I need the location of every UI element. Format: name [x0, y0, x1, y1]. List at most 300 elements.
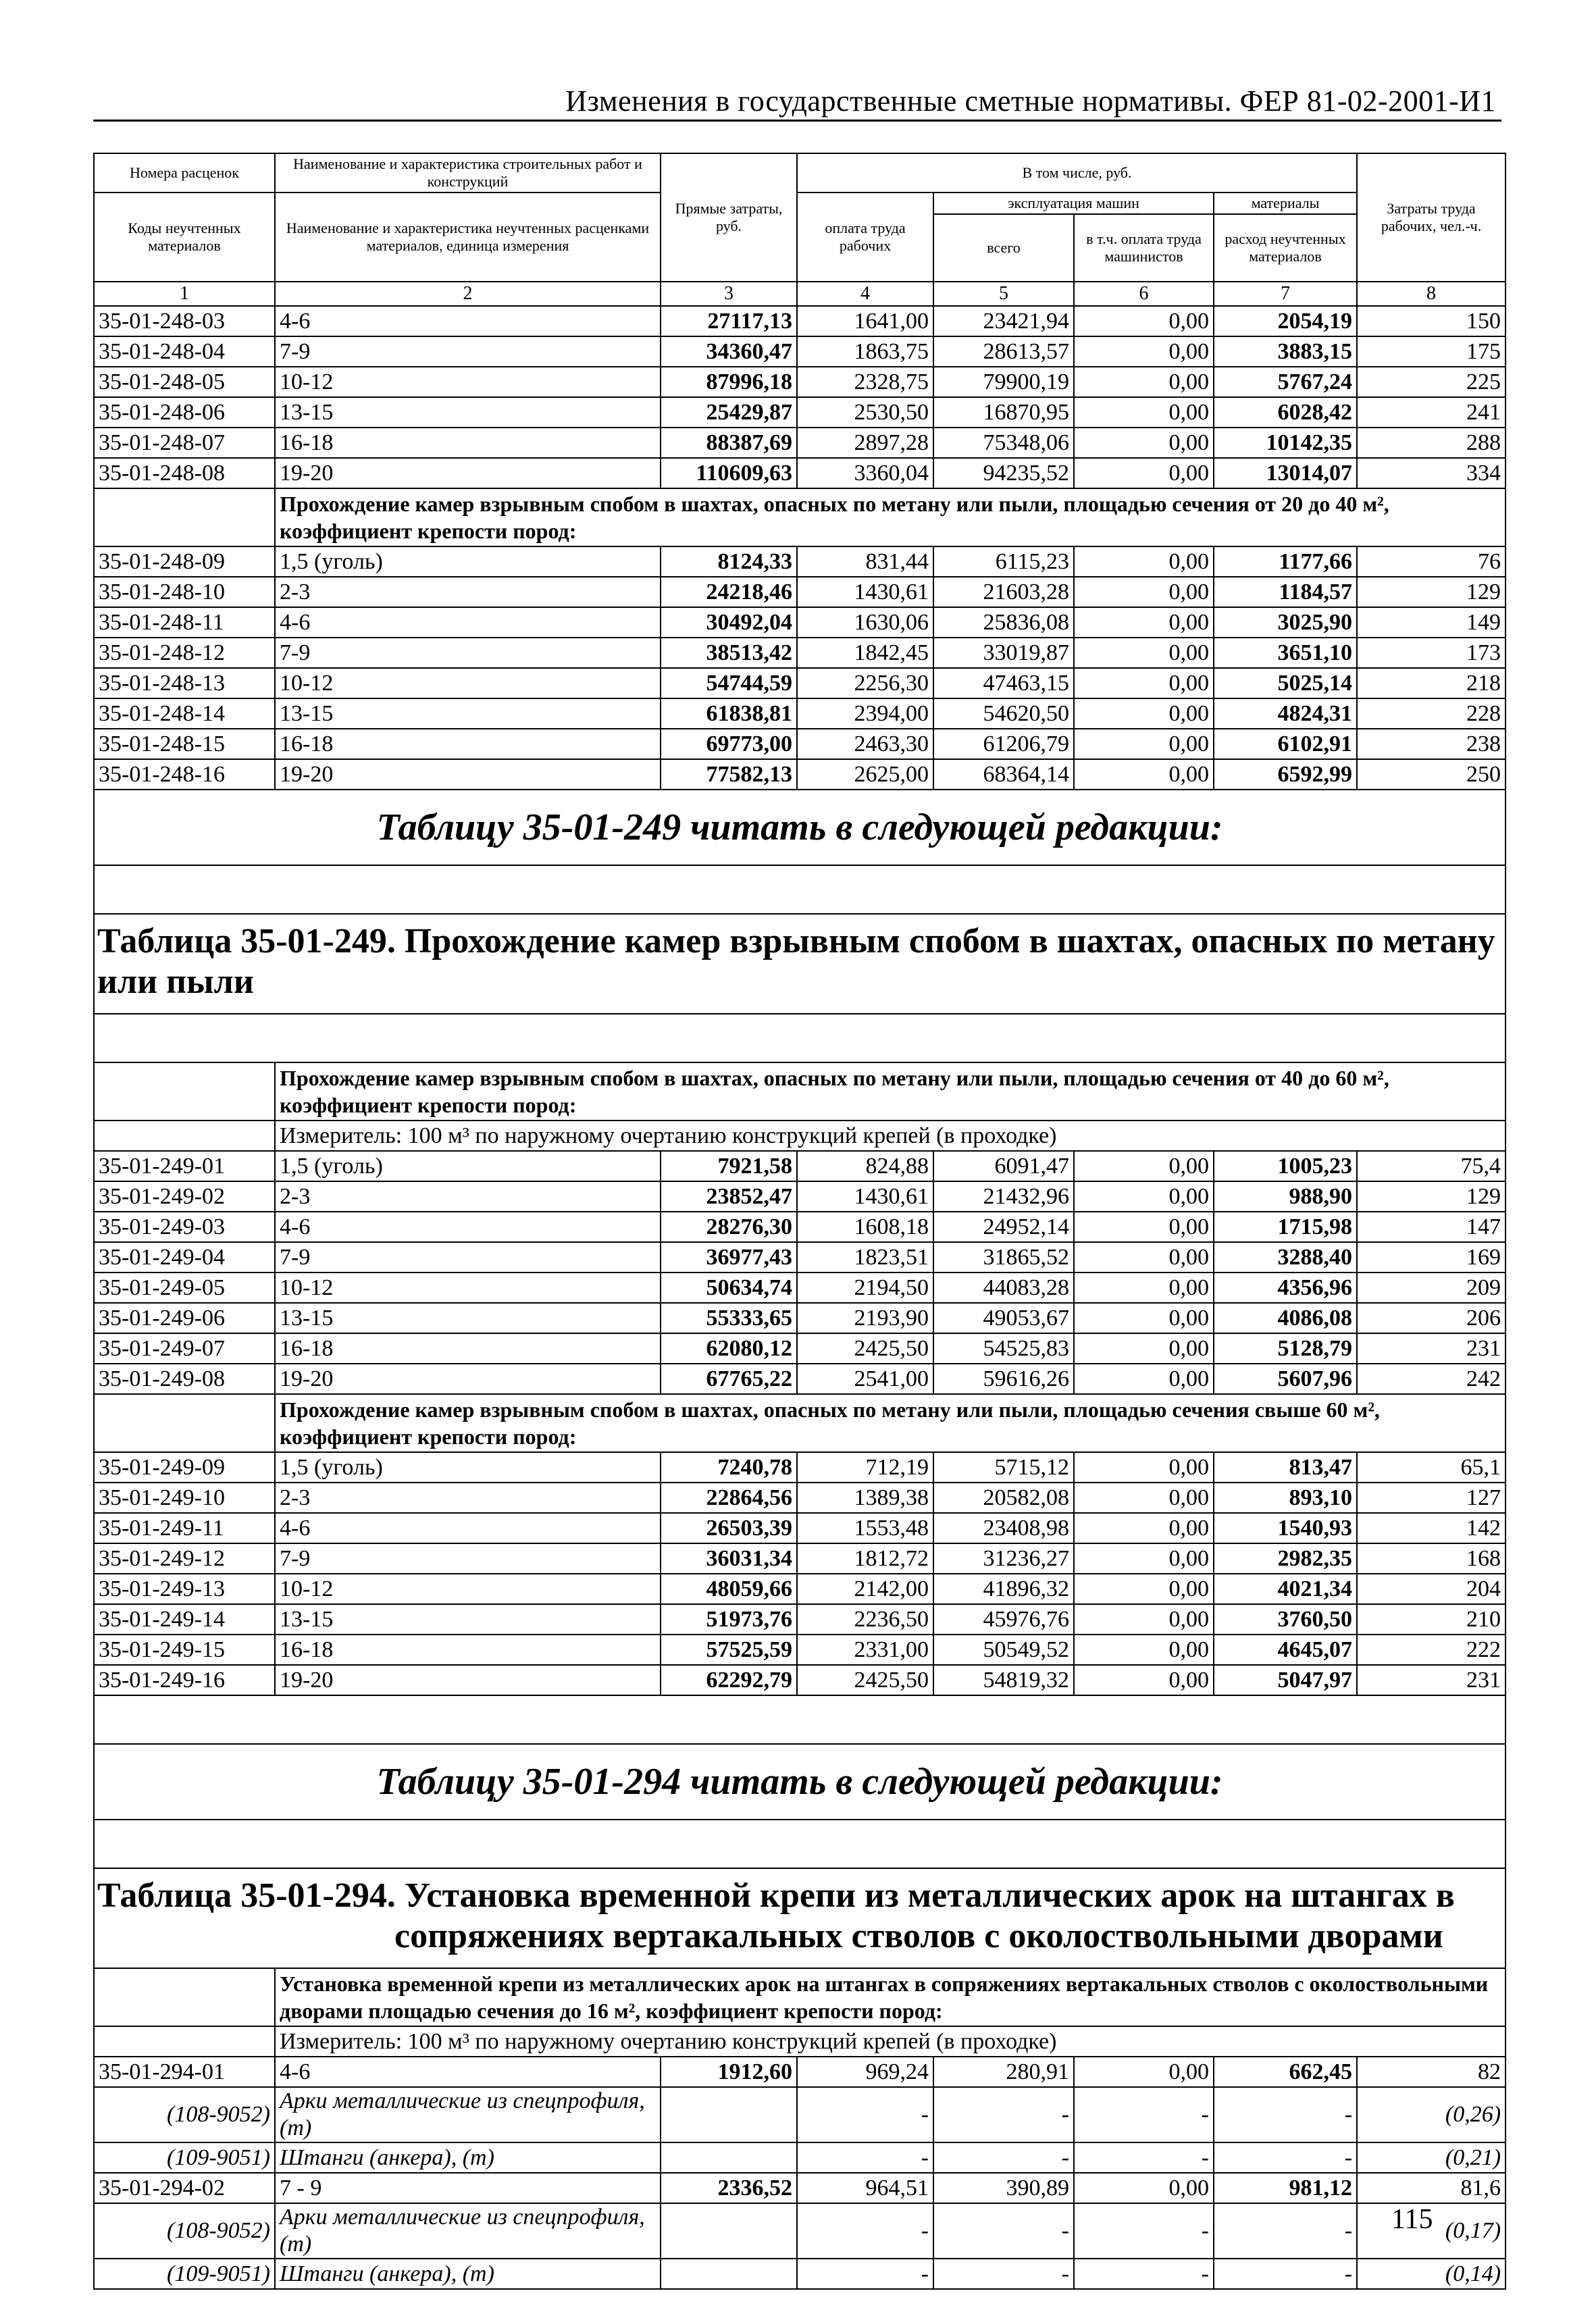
table-row — [94, 1543, 1505, 1574]
labor-hours: 168 — [1357, 1543, 1505, 1574]
labor-hours: 288 — [1357, 428, 1505, 458]
labor-hours: 169 — [1357, 1242, 1505, 1272]
materials: 6102,91 — [1214, 729, 1357, 759]
materials: 3651,10 — [1214, 638, 1357, 668]
machines-total: 44083,28 — [933, 1272, 1074, 1303]
section-title-row — [94, 1394, 1505, 1452]
labor-hours: 204 — [1357, 1574, 1505, 1604]
work-name: 4-6 — [275, 1212, 661, 1242]
direct-cost: 23852,47 — [661, 1181, 797, 1212]
rate-code: 35-01-249-12 — [94, 1543, 275, 1574]
section-title-blank — [94, 1968, 275, 2026]
direct-cost: 1912,60 — [661, 2057, 797, 2087]
labor-hours: 173 — [1357, 638, 1505, 668]
rate-code: 35-01-249-05 — [94, 1272, 275, 1303]
col-name-header: Наименование и характеристика строительных работ и конструкций — [275, 153, 661, 192]
table-title-line-2: сопряжениях вертакальных стволов с околоствольными дворами — [394, 1917, 1443, 1955]
table-row — [94, 1483, 1505, 1513]
operators-pay: 0,00 — [1074, 638, 1214, 668]
spacer-row — [94, 1014, 1505, 1062]
operators-pay: 0,00 — [1074, 367, 1214, 397]
col-rates-header: Номера расценок — [94, 153, 275, 192]
rate-code: 35-01-249-14 — [94, 1604, 275, 1635]
materials: 1184,57 — [1214, 577, 1357, 607]
material-row — [94, 2259, 1505, 2289]
materials: 1715,98 — [1214, 1212, 1357, 1242]
edit-banner-row — [94, 790, 1505, 865]
machines-total: 45976,76 — [933, 1604, 1074, 1635]
col-index: 1 — [94, 282, 275, 306]
section-title-row — [94, 1968, 1505, 2026]
operators-pay: 0,00 — [1074, 1181, 1214, 1212]
section-title: Прохождение камер взрывным спобом в шахтах, опасных по метану или пыли, площадью сечения от 20 до 40 м², коэффициент крепости пород: — [275, 488, 1505, 546]
header-row-1 — [94, 153, 1505, 192]
materials: 1540,93 — [1214, 1513, 1357, 1543]
section-title-row — [94, 1062, 1505, 1121]
dash-cell: - — [1214, 2087, 1357, 2142]
material-code: (108-9052) — [94, 2087, 275, 2142]
work-name: 7-9 — [275, 638, 661, 668]
labor-pay: 1641,00 — [797, 306, 933, 336]
col-labor-pay-header: оплата труда рабочих — [797, 192, 933, 282]
rate-code: 35-01-249-10 — [94, 1483, 275, 1513]
operators-pay: 0,00 — [1074, 1483, 1214, 1513]
direct-cost: 36977,43 — [661, 1242, 797, 1272]
table-row — [94, 1303, 1505, 1333]
machines-total: 20582,08 — [933, 1483, 1074, 1513]
operators-pay: 0,00 — [1074, 1635, 1214, 1665]
labor-hours: 241 — [1357, 397, 1505, 428]
rate-code: 35-01-249-07 — [94, 1333, 275, 1364]
rate-code: 35-01-248-12 — [94, 638, 275, 668]
materials: 6592,99 — [1214, 759, 1357, 790]
material-code: (109-9051) — [94, 2259, 275, 2289]
estimate-table — [93, 153, 1506, 2290]
direct-cost: 28276,30 — [661, 1212, 797, 1242]
column-index-row — [94, 282, 1505, 306]
rate-code: 35-01-249-09 — [94, 1452, 275, 1483]
work-name: 7 - 9 — [275, 2173, 661, 2203]
spacer-row — [94, 1820, 1505, 1868]
machines-total: 54620,50 — [933, 698, 1074, 729]
labor-hours: 218 — [1357, 668, 1505, 698]
direct-cost: 61838,81 — [661, 698, 797, 729]
work-name: 10-12 — [275, 1272, 661, 1303]
labor-hours: 231 — [1357, 1333, 1505, 1364]
operators-pay: 0,00 — [1074, 2057, 1214, 2087]
operators-pay: 0,00 — [1074, 2173, 1214, 2203]
table-row — [94, 428, 1505, 458]
labor-hours: 147 — [1357, 1212, 1505, 1242]
labor-pay: 831,44 — [797, 546, 933, 577]
table-row — [94, 546, 1505, 577]
rate-code: 35-01-294-02 — [94, 2173, 275, 2203]
direct-cost-empty — [661, 2087, 797, 2142]
header-rule — [93, 120, 1501, 122]
work-name: 2-3 — [275, 1181, 661, 1212]
operators-pay: 0,00 — [1074, 1665, 1214, 1695]
section-title: Установка временной крепи из металлических арок на штангах в сопряжениях вертакальных стволов с околоствольными дворами площадью сечения до 16 м², коэффициент крепости пород: — [275, 1968, 1505, 2026]
section-title-blank — [94, 488, 275, 546]
table-title-row — [94, 1868, 1505, 1968]
labor-pay: 2194,50 — [797, 1272, 933, 1303]
direct-cost: 54744,59 — [661, 668, 797, 698]
col-index: 4 — [797, 282, 933, 306]
table-row — [94, 336, 1505, 367]
table-row — [94, 306, 1505, 336]
rate-code: 35-01-248-10 — [94, 577, 275, 607]
table-row — [94, 397, 1505, 428]
rate-code: 35-01-248-04 — [94, 336, 275, 367]
labor-pay: 2625,00 — [797, 759, 933, 790]
table-row — [94, 638, 1505, 668]
machines-total: 5715,12 — [933, 1452, 1074, 1483]
dash-cell: - — [1074, 2087, 1214, 2142]
machines-total: 6091,47 — [933, 1151, 1074, 1181]
labor-hours: 76 — [1357, 546, 1505, 577]
spacer — [94, 865, 1505, 914]
machines-total: 21603,28 — [933, 577, 1074, 607]
materials: 5767,24 — [1214, 367, 1357, 397]
materials: 4356,96 — [1214, 1272, 1357, 1303]
dash-cell: - — [933, 2203, 1074, 2259]
machines-total: 280,91 — [933, 2057, 1074, 2087]
materials: 3025,90 — [1214, 607, 1357, 638]
col-machines-header: эксплуатация машин — [933, 192, 1214, 214]
labor-hours: 175 — [1357, 336, 1505, 367]
operators-pay: 0,00 — [1074, 1212, 1214, 1242]
materials: 6028,42 — [1214, 397, 1357, 428]
machines-total: 47463,15 — [933, 668, 1074, 698]
rate-code: 35-01-248-16 — [94, 759, 275, 790]
materials: 981,12 — [1214, 2173, 1357, 2203]
table-row — [94, 1665, 1505, 1695]
table-row — [94, 2057, 1505, 2087]
operators-pay: 0,00 — [1074, 668, 1214, 698]
direct-cost: 87996,18 — [661, 367, 797, 397]
dash-cell: - — [797, 2087, 933, 2142]
labor-hours: 65,1 — [1357, 1452, 1505, 1483]
material-row — [94, 2203, 1505, 2259]
materials: 4645,07 — [1214, 1635, 1357, 1665]
labor-pay: 2425,50 — [797, 1665, 933, 1695]
materials: 5128,79 — [1214, 1333, 1357, 1364]
direct-cost: 22864,56 — [661, 1483, 797, 1513]
rate-code: 35-01-248-13 — [94, 668, 275, 698]
materials: 4824,31 — [1214, 698, 1357, 729]
rate-code: 35-01-249-06 — [94, 1303, 275, 1333]
rate-code: 35-01-248-11 — [94, 607, 275, 638]
rate-code: 35-01-248-15 — [94, 729, 275, 759]
labor-pay: 2541,00 — [797, 1364, 933, 1394]
direct-cost: 34360,47 — [661, 336, 797, 367]
labor-pay: 1553,48 — [797, 1513, 933, 1543]
labor-pay: 2425,50 — [797, 1333, 933, 1364]
material-code: (108-9052) — [94, 2203, 275, 2259]
dash-cell: - — [1214, 2142, 1357, 2173]
work-name: 10-12 — [275, 668, 661, 698]
operators-pay: 0,00 — [1074, 577, 1214, 607]
labor-pay: 2193,90 — [797, 1303, 933, 1333]
dash-cell: - — [1074, 2259, 1214, 2289]
labor-hours: 82 — [1357, 2057, 1505, 2087]
labor-hours: 149 — [1357, 607, 1505, 638]
work-name: 13-15 — [275, 698, 661, 729]
rate-code: 35-01-249-02 — [94, 1181, 275, 1212]
table-row — [94, 1604, 1505, 1635]
table-row — [94, 1513, 1505, 1543]
material-name: Штанги (анкера), (т) — [275, 2142, 661, 2173]
labor-pay: 2463,30 — [797, 729, 933, 759]
materials: 5047,97 — [1214, 1665, 1357, 1695]
section-title-row — [94, 488, 1505, 546]
materials: 3883,15 — [1214, 336, 1357, 367]
operators-pay: 0,00 — [1074, 546, 1214, 577]
table-row — [94, 1364, 1505, 1394]
table-title-line-1: Таблица 35-01-294. Установка временной крепи из металлических арок на штангах в — [97, 1876, 1455, 1915]
labor-pay: 1430,61 — [797, 1181, 933, 1212]
rate-code: 35-01-248-07 — [94, 428, 275, 458]
material-row — [94, 2087, 1505, 2142]
operators-pay: 0,00 — [1074, 1272, 1214, 1303]
measure-unit-row — [94, 1121, 1505, 1151]
table-row — [94, 668, 1505, 698]
material-use: (0,14) — [1357, 2259, 1505, 2289]
labor-pay: 2530,50 — [797, 397, 933, 428]
work-name: 16-18 — [275, 1635, 661, 1665]
labor-pay: 824,88 — [797, 1151, 933, 1181]
labor-pay: 1812,72 — [797, 1543, 933, 1574]
material-row — [94, 2142, 1505, 2173]
direct-cost: 24218,46 — [661, 577, 797, 607]
operators-pay: 0,00 — [1074, 1151, 1214, 1181]
materials: 4086,08 — [1214, 1303, 1357, 1333]
materials: 5025,14 — [1214, 668, 1357, 698]
direct-cost: 27117,13 — [661, 306, 797, 336]
materials: 2054,19 — [1214, 306, 1357, 336]
operators-pay: 0,00 — [1074, 607, 1214, 638]
operators-pay: 0,00 — [1074, 698, 1214, 729]
direct-cost: 51973,76 — [661, 1604, 797, 1635]
direct-cost: 26503,39 — [661, 1513, 797, 1543]
materials: 5607,96 — [1214, 1364, 1357, 1394]
labor-pay: 712,19 — [797, 1452, 933, 1483]
dash-cell: - — [933, 2087, 1074, 2142]
rate-code: 35-01-249-13 — [94, 1574, 275, 1604]
machines-total: 68364,14 — [933, 759, 1074, 790]
operators-pay: 0,00 — [1074, 759, 1214, 790]
rate-code: 35-01-248-06 — [94, 397, 275, 428]
machines-total: 21432,96 — [933, 1181, 1074, 1212]
labor-hours: 142 — [1357, 1513, 1505, 1543]
work-name: 4-6 — [275, 306, 661, 336]
direct-cost: 69773,00 — [661, 729, 797, 759]
machines-total: 6115,23 — [933, 546, 1074, 577]
labor-hours: 150 — [1357, 306, 1505, 336]
materials: 3288,40 — [1214, 1242, 1357, 1272]
col-index: 2 — [275, 282, 661, 306]
direct-cost: 25429,87 — [661, 397, 797, 428]
table-row — [94, 1272, 1505, 1303]
labor-pay: 1608,18 — [797, 1212, 933, 1242]
labor-hours: 209 — [1357, 1272, 1505, 1303]
spacer — [94, 1695, 1505, 1744]
materials: 3760,50 — [1214, 1604, 1357, 1635]
col-name2-header: Наименование и характеристика неучтенных расценками материалов, единица измерения — [275, 192, 661, 282]
section-title: Прохождение камер взрывным спобом в шахтах, опасных по метану или пыли, площадью сечения от 40 до 60 м², коэффициент крепости пород: — [275, 1062, 1505, 1121]
machines-total: 33019,87 — [933, 638, 1074, 668]
work-name: 16-18 — [275, 428, 661, 458]
edit-banner: Таблицу 35-01-249 читать в следующей редакции: — [94, 790, 1505, 865]
direct-cost: 38513,42 — [661, 638, 797, 668]
rate-code: 35-01-248-03 — [94, 306, 275, 336]
labor-hours: 222 — [1357, 1635, 1505, 1665]
labor-hours: 228 — [1357, 698, 1505, 729]
machines-total: 54819,32 — [933, 1665, 1074, 1695]
labor-hours: 129 — [1357, 577, 1505, 607]
materials: 893,10 — [1214, 1483, 1357, 1513]
direct-cost: 77582,13 — [661, 759, 797, 790]
header-title: Изменения в государственные сметные нормативы. ФЕР 81-02-2001-И1 — [565, 84, 1496, 118]
labor-pay: 964,51 — [797, 2173, 933, 2203]
direct-cost: 48059,66 — [661, 1574, 797, 1604]
col-direct-header: Прямые затраты, руб. — [661, 153, 797, 282]
table-title — [94, 1868, 1505, 1968]
col-operators-header: в т.ч. оплата труда машинистов — [1074, 214, 1214, 282]
rate-code: 35-01-248-09 — [94, 546, 275, 577]
dash-cell: - — [1074, 2142, 1214, 2173]
table-row — [94, 367, 1505, 397]
material-use: (0,17) — [1357, 2203, 1505, 2259]
labor-pay: 1842,45 — [797, 638, 933, 668]
col-incl-header: В том числе, руб. — [797, 153, 1357, 192]
operators-pay: 0,00 — [1074, 1452, 1214, 1483]
work-name: 10-12 — [275, 367, 661, 397]
table-row — [94, 607, 1505, 638]
labor-pay: 1630,06 — [797, 607, 933, 638]
labor-hours: 242 — [1357, 1364, 1505, 1394]
labor-hours: 225 — [1357, 367, 1505, 397]
labor-hours: 334 — [1357, 458, 1505, 488]
operators-pay: 0,00 — [1074, 1303, 1214, 1333]
labor-hours: 238 — [1357, 729, 1505, 759]
machines-total: 61206,79 — [933, 729, 1074, 759]
table-row — [94, 698, 1505, 729]
labor-pay: 2328,75 — [797, 367, 933, 397]
table-title-row — [94, 914, 1505, 1014]
machines-total: 41896,32 — [933, 1574, 1074, 1604]
operators-pay: 0,00 — [1074, 1513, 1214, 1543]
col-index: 7 — [1214, 282, 1357, 306]
labor-pay: 3360,04 — [797, 458, 933, 488]
table-row — [94, 759, 1505, 790]
direct-cost: 88387,69 — [661, 428, 797, 458]
work-name: 1,5 (уголь) — [275, 1452, 661, 1483]
work-name: 19-20 — [275, 458, 661, 488]
table-row — [94, 577, 1505, 607]
operators-pay: 0,00 — [1074, 397, 1214, 428]
materials: 662,45 — [1214, 2057, 1357, 2087]
operators-pay: 0,00 — [1074, 306, 1214, 336]
operators-pay: 0,00 — [1074, 1543, 1214, 1574]
operators-pay: 0,00 — [1074, 336, 1214, 367]
col-labor-header: Затраты труда рабочих, чел.-ч. — [1357, 153, 1505, 282]
measure-unit: Измеритель: 100 м³ по наружному очертанию конструкций крепей (в проходке) — [275, 1121, 1505, 1151]
operators-pay: 0,00 — [1074, 1333, 1214, 1364]
material-code: (109-9051) — [94, 2142, 275, 2173]
work-name: 13-15 — [275, 397, 661, 428]
machines-total: 75348,06 — [933, 428, 1074, 458]
work-name: 4-6 — [275, 1513, 661, 1543]
page-header — [93, 74, 1501, 122]
section-title: Прохождение камер взрывным спобом в шахтах, опасных по метану или пыли, площадью сечения свыше 60 м², коэффициент крепости пород: — [275, 1394, 1505, 1452]
col-index: 5 — [933, 282, 1074, 306]
work-name: 2-3 — [275, 577, 661, 607]
table-row — [94, 1452, 1505, 1483]
labor-pay: 1430,61 — [797, 577, 933, 607]
labor-pay: 969,24 — [797, 2057, 933, 2087]
labor-hours: 231 — [1357, 1665, 1505, 1695]
work-name: 10-12 — [275, 1574, 661, 1604]
labor-pay: 1823,51 — [797, 1242, 933, 1272]
spacer — [94, 1820, 1505, 1868]
work-name: 7-9 — [275, 1242, 661, 1272]
material-name: Штанги (анкера), (т) — [275, 2259, 661, 2289]
direct-cost: 110609,63 — [661, 458, 797, 488]
table-row — [94, 1181, 1505, 1212]
direct-cost: 67765,22 — [661, 1364, 797, 1394]
work-name: 16-18 — [275, 729, 661, 759]
machines-total: 31865,52 — [933, 1242, 1074, 1272]
rate-code: 35-01-249-04 — [94, 1242, 275, 1272]
col-total-header: всего — [933, 214, 1074, 282]
work-name: 1,5 (уголь) — [275, 1151, 661, 1181]
header-row-2 — [94, 192, 1505, 214]
direct-cost: 8124,33 — [661, 546, 797, 577]
dash-cell: - — [933, 2142, 1074, 2173]
direct-cost-empty — [661, 2203, 797, 2259]
direct-cost: 50634,74 — [661, 1272, 797, 1303]
machines-total: 49053,67 — [933, 1303, 1074, 1333]
dash-cell: - — [797, 2259, 933, 2289]
direct-cost: 7240,78 — [661, 1452, 797, 1483]
dash-cell: - — [1214, 2203, 1357, 2259]
labor-pay: 2897,28 — [797, 428, 933, 458]
direct-cost-empty — [661, 2142, 797, 2173]
section-title-blank — [94, 1394, 275, 1452]
table-row — [94, 1635, 1505, 1665]
table-row — [94, 1333, 1505, 1364]
operators-pay: 0,00 — [1074, 1242, 1214, 1272]
direct-cost: 62080,12 — [661, 1333, 797, 1364]
labor-pay: 1863,75 — [797, 336, 933, 367]
machines-total: 25836,08 — [933, 607, 1074, 638]
edit-banner: Таблицу 35-01-294 читать в следующей редакции: — [94, 1744, 1505, 1820]
dash-cell: - — [797, 2142, 933, 2173]
table-row — [94, 1151, 1505, 1181]
work-name: 4-6 — [275, 607, 661, 638]
materials: 1177,66 — [1214, 546, 1357, 577]
direct-cost: 55333,65 — [661, 1303, 797, 1333]
col-materials-header: материалы — [1214, 192, 1357, 214]
rate-code: 35-01-249-08 — [94, 1364, 275, 1394]
rate-code: 35-01-249-11 — [94, 1513, 275, 1543]
dash-cell: - — [1074, 2203, 1214, 2259]
labor-hours: 206 — [1357, 1303, 1505, 1333]
table-row — [94, 1242, 1505, 1272]
direct-cost: 36031,34 — [661, 1543, 797, 1574]
operators-pay: 0,00 — [1074, 1574, 1214, 1604]
